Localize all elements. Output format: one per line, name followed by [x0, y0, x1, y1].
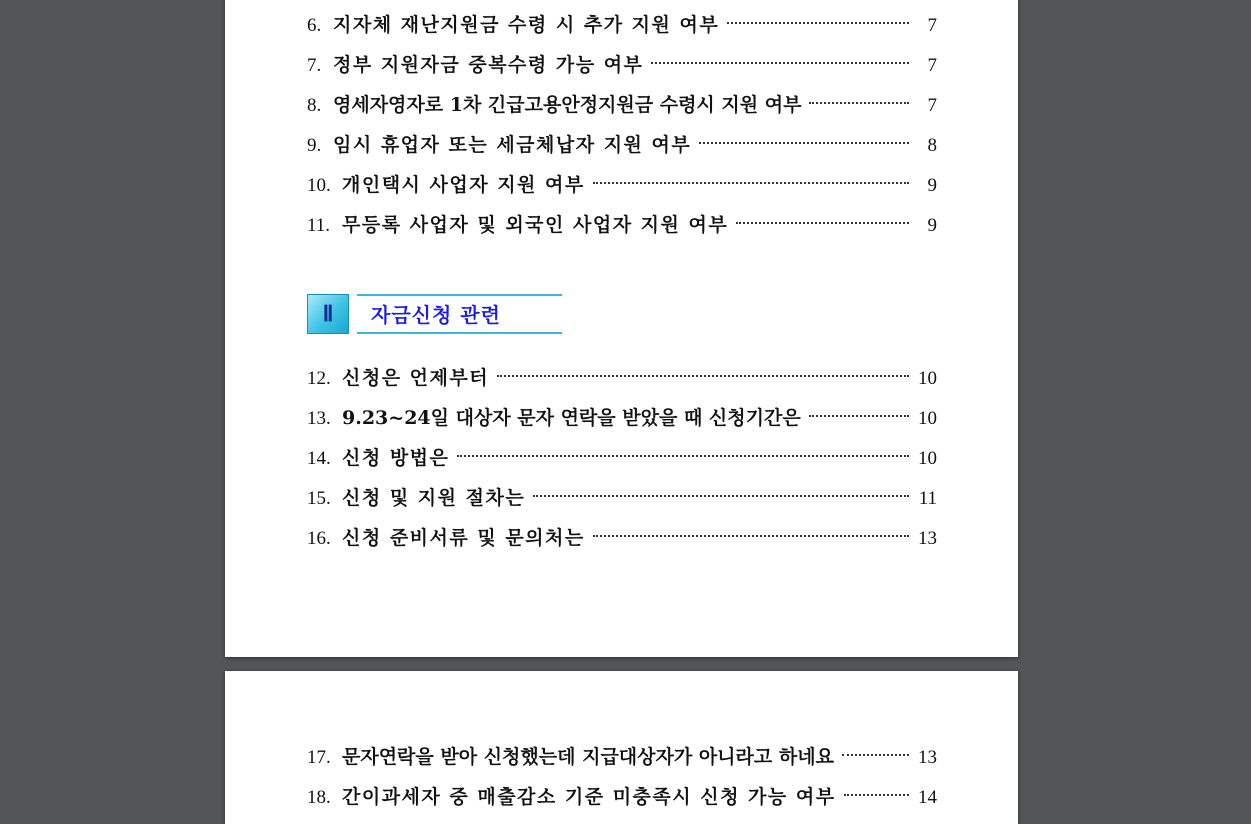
toc-entry-page: 9 [927, 215, 937, 236]
toc-leader-dots [457, 455, 909, 457]
toc-leader-dots [809, 102, 909, 104]
toc-entry-page: 7 [927, 55, 937, 76]
toc-entry-title: 개인택시 사업자 지원 여부 [342, 174, 585, 196]
toc-entry[interactable] [307, 523, 937, 549]
toc-entry-number: 14. [307, 448, 331, 469]
toc-entry-page: 8 [927, 135, 937, 156]
toc-leader-dots [809, 415, 909, 417]
toc-entry-title: 무등록 사업자 및 외국인 사업자 지원 여부 [342, 214, 729, 236]
toc-entry[interactable] [307, 782, 937, 808]
toc-leader-dots [842, 754, 909, 756]
toc-entry-page: 10 [918, 448, 937, 469]
toc-entry[interactable] [307, 210, 937, 236]
toc-entry-title: 신청은 언제부터 [342, 367, 490, 389]
toc-entry-page: 14 [918, 787, 937, 808]
toc-entry-title: 신청 및 지원 절차는 [342, 487, 526, 509]
toc-entry-title: 지자체 재난지원금 수령 시 추가 지원 여부 [333, 14, 720, 36]
section-heading [307, 294, 567, 336]
toc-entry-page: 7 [927, 95, 937, 116]
section-rule-top [357, 294, 562, 296]
document-page [225, 671, 1018, 824]
toc-entry-title: 정부 지원자금 중복수령 가능 여부 [333, 54, 644, 76]
toc-entry-title: 9.23~24일 대상자 문자 연락을 받았을 때 신청기간은 [342, 407, 801, 429]
toc-entry-page: 13 [918, 747, 937, 768]
toc-entry-title: 간이과세자 중 매출감소 기준 미충족시 신청 가능 여부 [342, 786, 836, 808]
toc-entry[interactable] [307, 50, 937, 76]
toc-entry-number: 7. [307, 55, 322, 76]
toc-entry[interactable] [307, 403, 937, 429]
toc-leader-dots [699, 142, 909, 144]
toc-entry-title: 영세자영자로 1차 긴급고용안정지원금 수령시 지원 여부 [333, 94, 802, 116]
toc-leader-dots [533, 495, 909, 497]
toc-leader-dots [727, 22, 909, 24]
section-title: 자금신청 관련 [371, 303, 501, 327]
toc-entry-number: 12. [307, 368, 331, 389]
toc-entry-page: 7 [927, 15, 937, 36]
toc-entry[interactable] [307, 443, 937, 469]
toc-entry[interactable] [307, 483, 937, 509]
toc-entry[interactable] [307, 170, 937, 196]
toc-entry-title: 임시 휴업자 또는 세금체납자 지원 여부 [333, 134, 692, 156]
toc-entry-number: 11. [307, 215, 331, 236]
section-numeral-badge: Ⅱ [307, 294, 349, 334]
toc-leader-dots [651, 62, 909, 64]
toc-entry-number: 17. [307, 747, 331, 768]
toc-entry-number: 15. [307, 488, 331, 509]
toc-entry-number: 6. [307, 15, 322, 36]
toc-entry[interactable] [307, 90, 937, 116]
toc-entry-number: 10. [307, 175, 331, 196]
toc-entry-page: 13 [918, 528, 937, 549]
toc-entry-page: 11 [918, 488, 937, 509]
toc-leader-dots [593, 182, 909, 184]
document-page [225, 0, 1018, 657]
toc-entry-title: 신청 방법은 [342, 447, 450, 469]
toc-entry-number: 8. [307, 95, 322, 116]
toc-entry-page: 10 [918, 408, 937, 429]
toc-leader-dots [844, 794, 909, 796]
toc-entry[interactable] [307, 10, 937, 36]
toc-entry-title: 문자연락을 받아 신청했는데 지급대상자가 아니라고 하네요 [342, 746, 834, 768]
toc-entry-page: 9 [927, 175, 937, 196]
toc-entry-title: 신청 준비서류 및 문의처는 [342, 527, 585, 549]
toc-entry-page: 10 [918, 368, 937, 389]
toc-entry-number: 16. [307, 528, 331, 549]
section-rule-bottom [357, 332, 562, 334]
toc-entry[interactable] [307, 363, 937, 389]
toc-entry-number: 18. [307, 787, 331, 808]
toc-leader-dots [593, 535, 909, 537]
toc-leader-dots [736, 222, 909, 224]
toc-entry[interactable] [307, 742, 937, 768]
toc-leader-dots [497, 375, 909, 377]
toc-entry-number: 9. [307, 135, 322, 156]
toc-entry[interactable] [307, 130, 937, 156]
toc-entry-number: 13. [307, 408, 331, 429]
